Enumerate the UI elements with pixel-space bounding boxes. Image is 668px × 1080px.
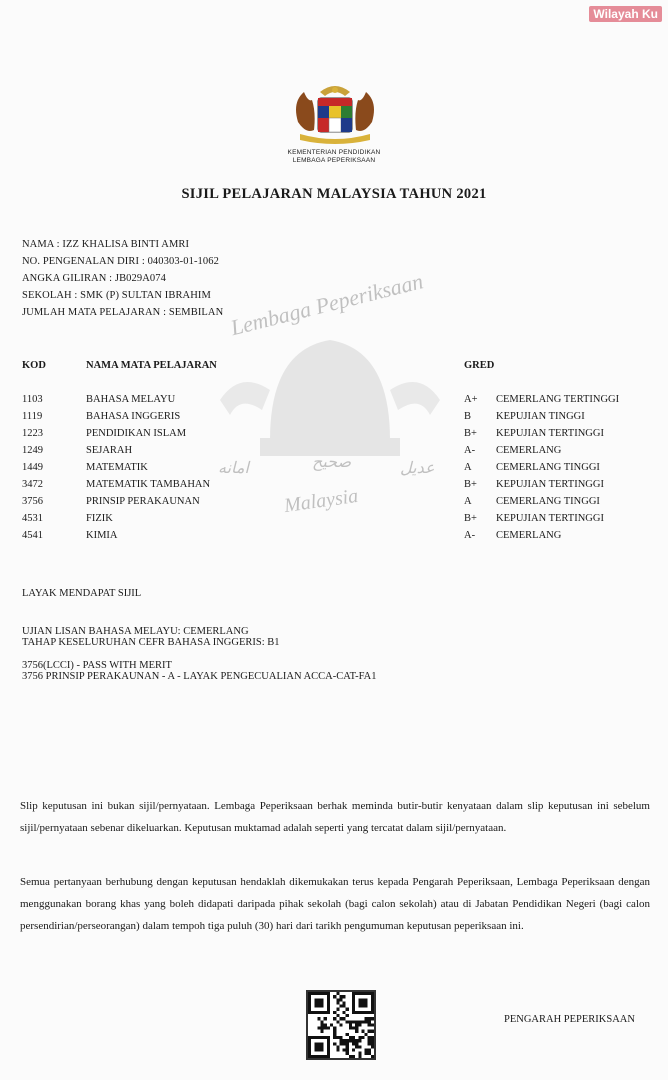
coat-of-arms-icon xyxy=(290,82,380,148)
result-subject: MATEMATIK TAMBAHAN xyxy=(86,479,211,490)
inquiry-paragraph: Semua pertanyaan berhubung dengan keputusan hendaklah dikemukakan terus kepada Pengarah Peperiksaan, Lembaga Peperiksaan dengan menggunakan borang khas yang boleh didapati daripada pihak sekolah (bagi calon sekolah) atau di Jabatan Pendidikan Negeri (bagi calon persendirian/perseorangan) dalam tempoh tiga puluh (30) hari dari tarikh pengumuman keputusan peperiksaan ini. xyxy=(20,876,650,932)
result-code: 3756 xyxy=(22,496,43,507)
lcci-result: 3756(LCCI) - PASS WITH MERIT xyxy=(22,660,172,671)
result-subject: BAHASA MELAYU xyxy=(86,394,176,405)
result-remark: CEMERLANG TINGGI xyxy=(496,462,600,473)
result-remark: KEPUJIAN TINGGI xyxy=(496,411,585,422)
site-watermark-badge: Wilayah Ku xyxy=(589,6,662,22)
watermark-text-bottom: Malaysia xyxy=(282,484,360,518)
result-subject: FIZIK xyxy=(86,513,113,524)
result-code: 3472 xyxy=(22,479,43,490)
result-remark: KEPUJIAN TERTINGGI xyxy=(496,428,604,439)
result-code: 1103 xyxy=(22,394,43,405)
result-remark: CEMERLANG xyxy=(496,530,562,541)
result-code: 4541 xyxy=(22,530,43,541)
result-remark: CEMERLANG TINGGI xyxy=(496,496,600,507)
result-remark: KEPUJIAN TERTINGGI xyxy=(496,513,604,524)
result-grade: B+ xyxy=(464,479,477,490)
candidate-name: NAMA : IZZ KHALISA BINTI AMRI xyxy=(22,239,190,250)
candidate-school: SEKOLAH : SMK (P) SULTAN IBRAHIM xyxy=(22,290,211,301)
disclaimer-paragraph: Slip keputusan ini bukan sijil/pernyataan. Lembaga Peperiksaan berhak meminda butir-butir kenyataan dalam slip keputusan ini sebelum sijil/pernyataan sebenar dikeluarkan. Keputusan muktamad adalah seperti yang tercatat dalam sijil/pernyataan. xyxy=(20,800,650,834)
result-subject: SEJARAH xyxy=(86,445,133,456)
document-title: SIJIL PELAJARAN MALAYSIA TAHUN 2021 xyxy=(181,186,487,202)
result-subject: BAHASA INGGERIS xyxy=(86,411,181,422)
candidate-index: ANGKA GILIRAN : JB029A074 xyxy=(22,273,166,284)
result-subject: PENDIDIKAN ISLAM xyxy=(86,428,187,439)
qr-code-icon xyxy=(306,990,376,1060)
oral-test-result: UJIAN LISAN BAHASA MELAYU: CEMERLANG xyxy=(22,626,249,637)
result-remark: CEMERLANG xyxy=(496,445,562,456)
cefr-result: TAHAP KESELURUHAN CEFR BAHASA INGGERIS: B1 xyxy=(22,637,280,648)
candidate-ic: NO. PENGENALAN DIRI : 040303-01-1062 xyxy=(22,256,219,267)
header-subject: NAMA MATA PELAJARAN xyxy=(86,360,217,371)
signatory-title: PENGARAH PEPERIKSAAN xyxy=(504,1014,635,1025)
result-grade: A xyxy=(464,462,472,473)
result-grade: B+ xyxy=(464,428,477,439)
result-remark: KEPUJIAN TERTINGGI xyxy=(496,479,604,490)
header-grade: GRED xyxy=(464,360,495,371)
subjects-total: JUMLAH MATA PELAJARAN : SEMBILAN xyxy=(22,307,224,318)
header-code: KOD xyxy=(22,360,46,371)
ministry-line: KEMENTERIAN PENDIDIKAN xyxy=(287,149,381,156)
result-grade: B+ xyxy=(464,513,477,524)
watermark-arabic-mid: صحيح xyxy=(312,454,352,471)
result-grade: B xyxy=(464,411,472,422)
result-grade: A+ xyxy=(464,394,478,405)
result-subject: PRINSIP PERAKAUNAN xyxy=(86,496,200,507)
result-subject: KIMIA xyxy=(86,530,118,541)
watermark-arabic-left: امانه xyxy=(218,460,249,477)
result-code: 1449 xyxy=(22,462,43,473)
result-code: 1119 xyxy=(22,411,43,422)
ministry-caption xyxy=(234,149,434,165)
result-remark: CEMERLANG TERTINGGI xyxy=(496,394,620,405)
result-grade: A- xyxy=(464,445,476,456)
result-code: 1223 xyxy=(22,428,43,439)
result-subject: MATEMATIK xyxy=(86,462,148,473)
acca-exemption: 3756 PRINSIP PERAKAUNAN - A - LAYAK PENGECUALIAN ACCA-CAT-FA1 xyxy=(22,671,377,682)
result-grade: A xyxy=(464,496,472,507)
watermark-arabic-right: عديل xyxy=(400,460,435,477)
result-grade: A- xyxy=(464,530,476,541)
result-code: 1249 xyxy=(22,445,43,456)
eligibility-status: LAYAK MENDAPAT SIJIL xyxy=(22,588,142,599)
watermark-text-top: Lembaga Peperiksaan xyxy=(228,268,426,341)
result-code: 4531 xyxy=(22,513,43,524)
board-line: LEMBAGA PEPERIKSAAN xyxy=(292,157,376,164)
